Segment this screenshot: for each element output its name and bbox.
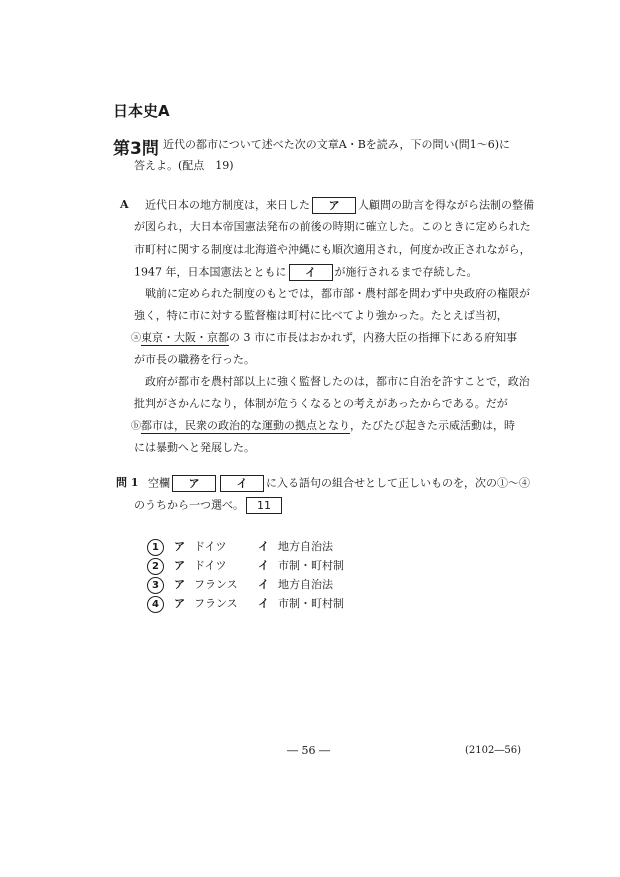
blank-box-i: イ — [289, 264, 333, 281]
question-number: 第3問 — [113, 139, 159, 159]
passage-line-1: 近代日本の地方制度は，来日した ア 人顧問の助言を得ながら法制の整備 — [145, 198, 534, 212]
question1-line-2: のうちから一つ選べ。 11 — [134, 497, 284, 514]
option-3-number: 3 — [147, 577, 164, 594]
passage-line-2: が図られ，大日本帝国憲法発布の前後の時期に確立した。このときに定められた — [134, 220, 531, 233]
underlined-phrase-a: 東京・大阪・京都 — [141, 331, 229, 344]
passage-line-11: ⓑ都市は，民衆の政治的な運動の拠点となり，たびたび起きた示威活動は，時 — [131, 419, 515, 432]
passage-line-9: 政府が都市を農村部以上に強く監督したのは，都市に自治を許すことで，政治 — [145, 375, 530, 388]
option-2-number: 2 — [147, 558, 164, 575]
option-2[interactable]: 2 ア ドイツ イ 市制・町村制 — [147, 557, 344, 575]
instruction-line-2: 答えよ。(配点 19) — [134, 159, 234, 172]
question1-line-1: 空欄 ア イ に入る語句の組合せとして正しいものを，次の①～④ — [148, 476, 530, 490]
underline-marker-a: ⓐ — [131, 333, 141, 344]
passage-line-12: には暴動へと発展した。 — [134, 441, 255, 454]
subject-title: 日本史A — [113, 102, 170, 120]
page-number: ― 56 ― — [287, 744, 330, 757]
range-end: ④ — [519, 476, 530, 490]
passage-line-10: 批判がさかんになり，体制が危うくなるとの考えがあったからである。だが — [134, 397, 508, 410]
exam-code: (2102―56) — [465, 745, 521, 756]
passage-line-4: 1947 年，日本国憲法とともに イ が施行されるまで存続した。 — [134, 265, 478, 279]
answer-number-box: 11 — [246, 497, 282, 514]
option-1-number: 1 — [147, 539, 164, 556]
passage-line-3: 市町村に関する制度は北海道や沖縄にも順次適用され，何度か改正されながら， — [134, 243, 531, 256]
instruction-line-1: 近代の都市について述べた次の文章A・Bを読み，下の問い(問1～6)に — [163, 138, 511, 151]
underline-marker-b: ⓑ — [131, 421, 141, 432]
passage-line-6: 強く，特に市に対する監督権は町村に比べてより強かった。たとえば当初， — [134, 309, 508, 322]
passage-line-5: 戦前に定められた制度のもとでは，都市部・農村部を問わず中央政府の権限が — [145, 287, 530, 300]
question1-box-i: イ — [220, 475, 264, 492]
question1-label: 問 1 — [116, 476, 139, 489]
option-4[interactable]: 4 ア フランス イ 市制・町村制 — [147, 595, 344, 613]
question1-box-a: ア — [172, 475, 216, 492]
range-start: ① — [497, 476, 508, 490]
option-1[interactable]: 1 ア ドイツ イ 地方自治法 — [147, 538, 333, 556]
option-4-number: 4 — [147, 596, 164, 613]
underlined-phrase-b: 都市は，民衆の政治的な運動の拠点となり — [141, 419, 350, 432]
option-3[interactable]: 3 ア フランス イ 地方自治法 — [147, 576, 333, 594]
passage-line-7: ⓐ東京・大阪・京都の 3 市に市長はおかれず，内務大臣の指揮下にある府知事 — [131, 331, 518, 344]
passage-label: A — [120, 198, 129, 211]
blank-box-a: ア — [312, 197, 356, 214]
passage-line-8: が市長の職務を行った。 — [134, 353, 255, 366]
